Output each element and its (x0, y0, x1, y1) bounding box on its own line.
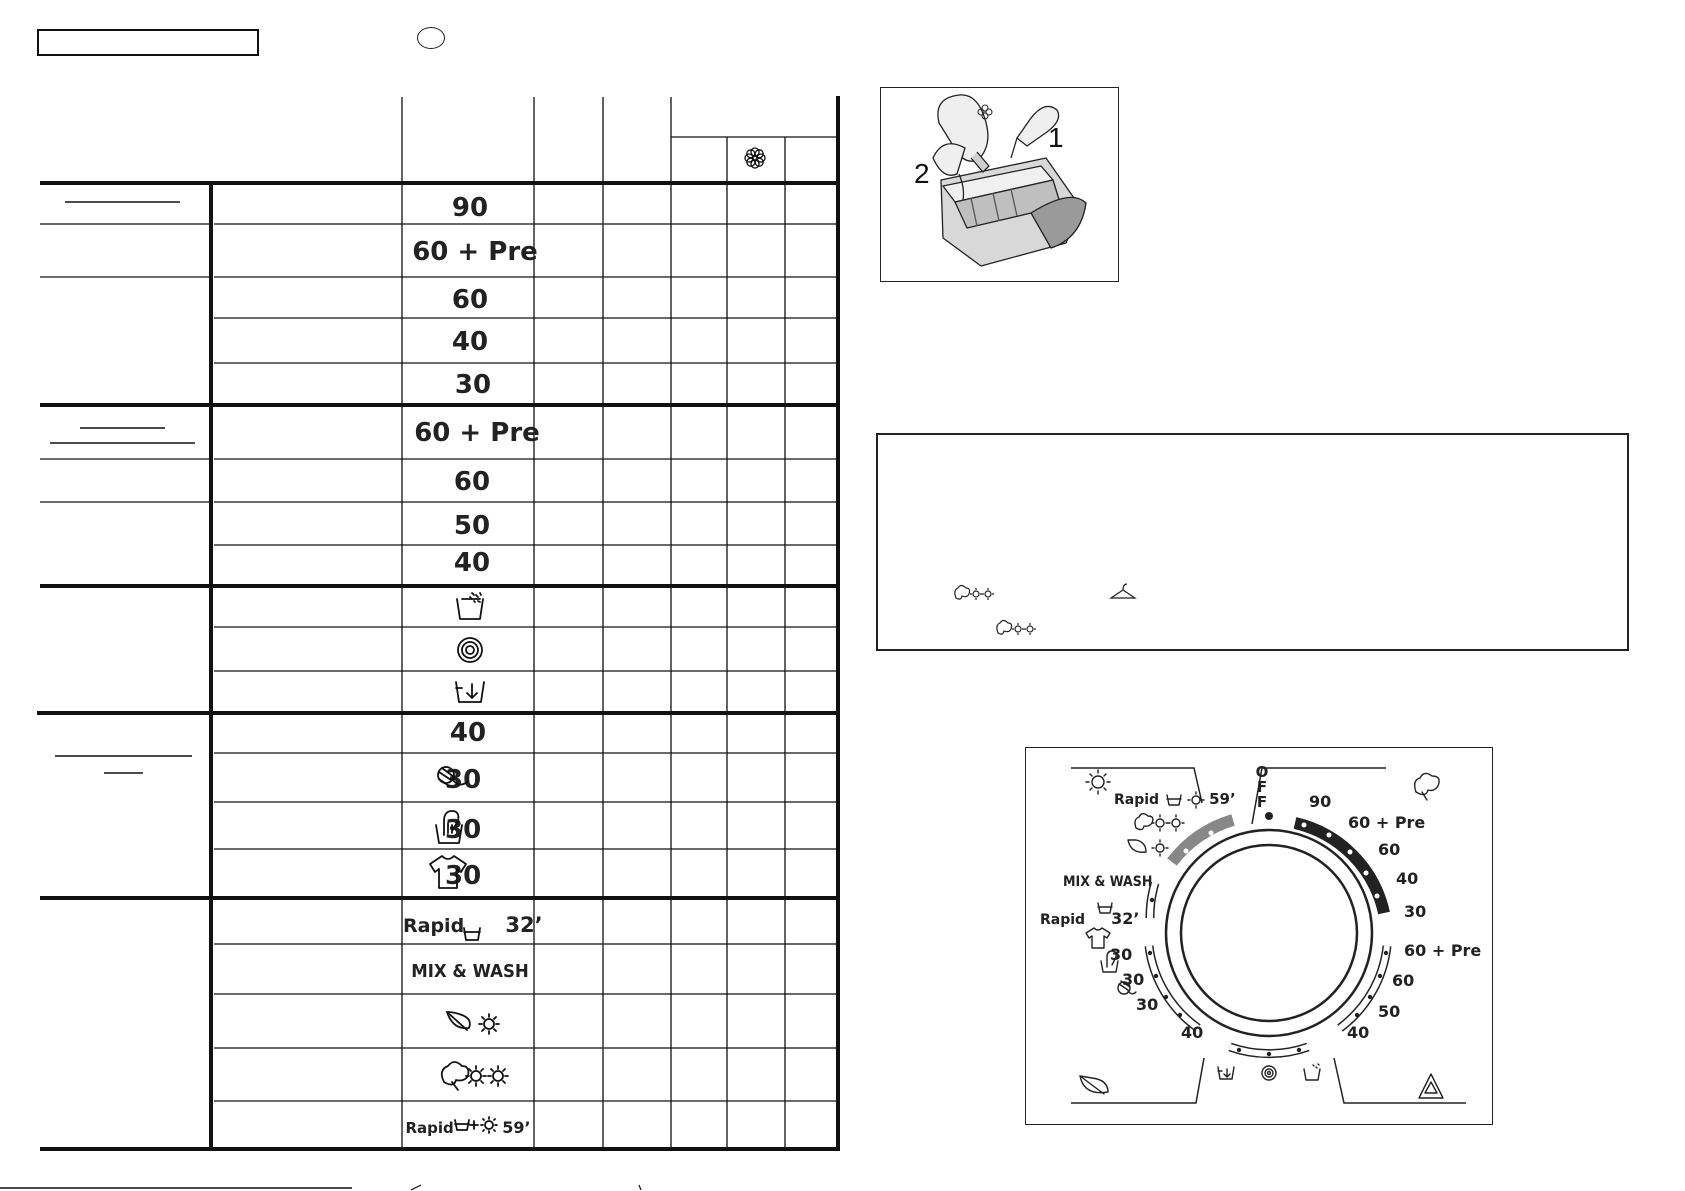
tub-plus-sun-icon (455, 1117, 497, 1133)
wool-icon (438, 767, 467, 786)
program-rapid-32: Rapid 32’ (403, 913, 543, 937)
dial-synthetic-60-pre[interactable]: 60 + Pre (1404, 941, 1482, 960)
dial-outer-ring (1166, 830, 1372, 1036)
rinse-icon (1304, 1064, 1320, 1080)
synthetic-triangle-icon (1419, 1074, 1443, 1098)
handwash-icon (436, 811, 462, 843)
dial-synthetic-50[interactable]: 50 (1378, 1002, 1401, 1021)
program-60-pre: 60 + Pre (414, 418, 540, 448)
dial-handwash-30[interactable]: 30 (1122, 970, 1145, 989)
program-handwash-30: 30 (445, 815, 482, 845)
rinse-icon (457, 593, 483, 619)
feather-sun-icon (1128, 840, 1168, 856)
cotton-icon (1415, 773, 1439, 800)
cotton-sun-sun-icon (955, 586, 994, 601)
notice-icons (878, 435, 1628, 650)
program-30: 30 (454, 370, 492, 400)
off-indicator-dot (1265, 812, 1273, 820)
program-50: 50 (453, 511, 491, 541)
program-dial-panel (1025, 747, 1493, 1125)
dial-door (1181, 845, 1357, 1021)
program-shirt-30: 30 (445, 861, 482, 891)
cotton-sun-sun-icon (1135, 814, 1184, 831)
program-mix-wash: MIX & WASH (411, 961, 529, 982)
dial-cotton-30[interactable]: 30 (1404, 902, 1427, 921)
dial-wool-30[interactable]: 30 (1136, 995, 1159, 1014)
detergent-drawer-figure (880, 87, 1119, 282)
compartment-label-1: 1 (1048, 122, 1064, 153)
hanger-icon (1111, 584, 1135, 598)
spin-icon (458, 638, 482, 662)
dial-rapid-59[interactable]: Rapid 59’ (1114, 790, 1236, 808)
dial-cotton-60-pre[interactable]: 60 + Pre (1348, 813, 1426, 832)
program-40: 40 (451, 327, 489, 357)
program-40: 40 (453, 548, 491, 578)
drain-icon (1218, 1067, 1234, 1079)
program-rapid-59: Rapid 59’ (405, 1118, 531, 1137)
feather-sun-icon (447, 1012, 499, 1034)
notice-box (876, 433, 1629, 651)
dial-shirt-30[interactable]: 30 (1110, 945, 1133, 964)
program-table (0, 0, 840, 1191)
drain-icon (456, 682, 484, 702)
cotton-sun-sun-icon (442, 1062, 508, 1090)
dial-delicate-40[interactable]: 40 (1181, 1023, 1204, 1042)
sun-icon (1086, 770, 1110, 794)
cotton-sun-sun-icon (997, 621, 1036, 636)
dial-synthetic-60[interactable]: 60 (1392, 971, 1415, 990)
program-60: 60 (451, 285, 489, 315)
dial-off-label: OFF (1255, 763, 1269, 811)
compartment-label-2: 2 (914, 158, 930, 189)
dial-synthetic-40[interactable]: 40 (1347, 1023, 1370, 1042)
program-60: 60 (453, 467, 491, 497)
tub-icon (464, 928, 480, 940)
program-90: 90 (451, 193, 489, 223)
program-60-pre: 60 + Pre (412, 237, 538, 267)
dial-cotton-60[interactable]: 60 (1378, 840, 1401, 859)
program-wool-30: 30 (445, 765, 482, 795)
dial-rapid-32[interactable]: Rapid 32’ (1040, 909, 1140, 928)
spin-icon (1262, 1066, 1276, 1080)
program-40: 40 (449, 718, 487, 748)
program-icons (0, 0, 840, 1191)
dial-mix-wash[interactable]: MIX & WASH (1063, 874, 1153, 890)
dial-cotton-90[interactable]: 90 (1309, 792, 1332, 811)
shirt-icon (430, 856, 466, 888)
shirt-icon (1086, 928, 1110, 948)
feather-icon (1080, 1076, 1108, 1094)
dial-cotton-40[interactable]: 40 (1396, 869, 1419, 888)
